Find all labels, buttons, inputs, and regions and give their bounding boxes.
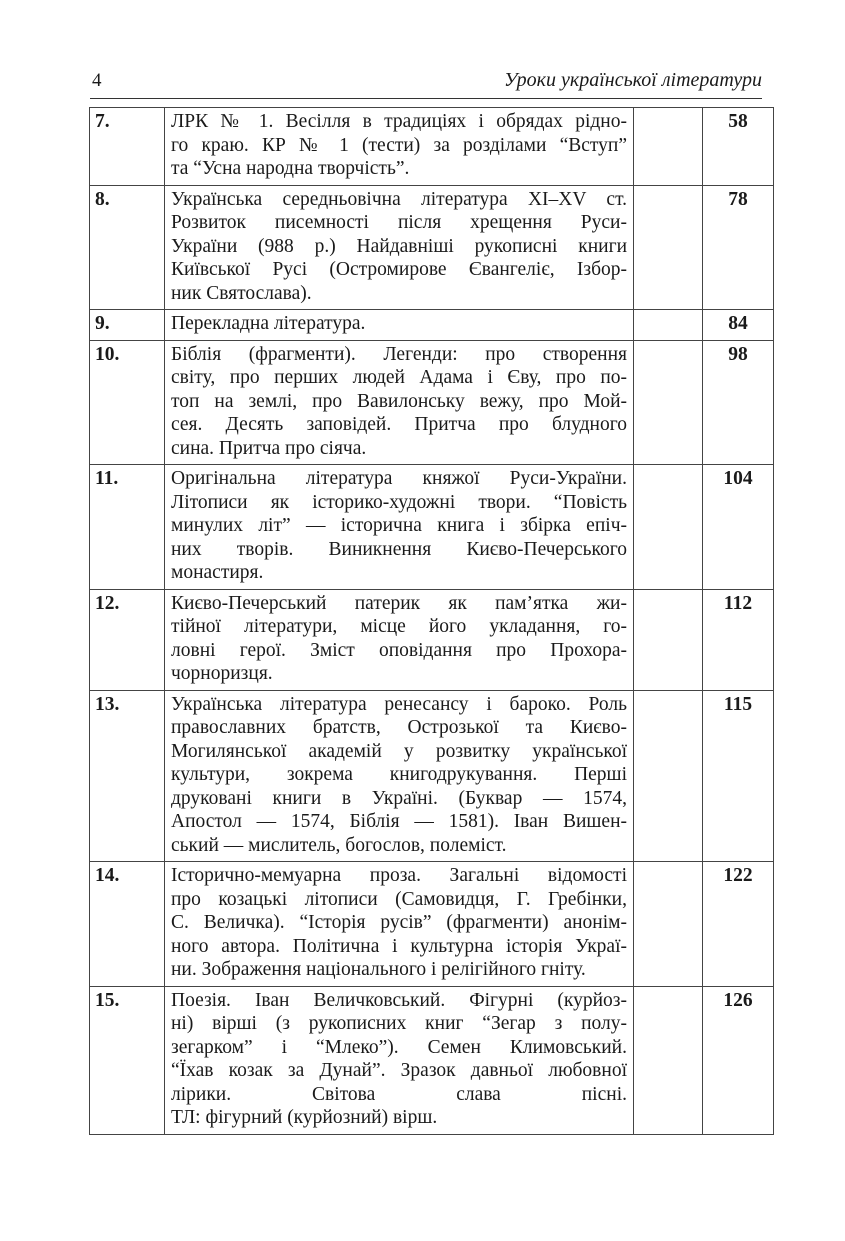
lesson-number: 12. [90,589,165,690]
topic-line: Українська література ренесансу і бароко. Роль [171,693,627,715]
topic-line: го краю. КР № 1 (тести) за розділами “Вступ” [171,134,627,156]
page-ref: 84 [703,310,774,341]
topic-line: ного автора. Політична і культурна історія Украї- [171,935,627,957]
contents-table [89,107,774,1135]
lesson-number: 7. [90,108,165,186]
topic-line: світу, про перших людей Адама і Єву, про по- [171,367,627,388]
lesson-row [90,465,774,590]
topic-line: Києво-Печерський патерик як пам’ятка жи- [171,592,627,614]
lesson-row [90,310,774,341]
page-ref: 98 [703,340,774,465]
topic-line: сея. Десять заповідей. Притча про блудного [171,414,627,435]
topic-line: ЛРК № 1. Весілля в традиціях і обрядах рідно- [171,111,627,132]
topic-line: топ на землі, про Вавилонську вежу, про Мой- [171,390,627,412]
topic-line: них творів. Виникнення Києво-Печерського [171,538,627,560]
lesson-topic [165,185,634,310]
topic-line: Київської Русі (Остромирове Євангеліє, Ізбор- [171,259,627,280]
empty-cell [634,108,703,186]
lesson-row [90,340,774,465]
contents-table-body [90,108,774,1135]
topic-line: монастиря. [171,562,264,583]
topic-line: Могилянської академій у розвитку української [171,740,627,762]
empty-cell [634,185,703,310]
lesson-topic [165,589,634,690]
lesson-row [90,589,774,690]
lesson-number: 14. [90,862,165,987]
lesson-row [90,986,774,1134]
topic-line: України (988 р.) Найдавніші рукописні книги [171,235,627,257]
topic-line: “Їхав козак за Дунай”. Зразок давньої любовної [171,1060,627,1081]
lesson-topic [165,340,634,465]
lesson-topic [165,465,634,590]
lesson-row [90,862,774,987]
topic-line: сина. Притча про сіяча. [171,437,367,459]
page-ref: 112 [703,589,774,690]
lesson-number: 8. [90,185,165,310]
page-ref: 58 [703,108,774,186]
page-header [90,68,762,99]
lesson-topic [165,862,634,987]
topic-line: Історично-мемуарна проза. Загальні відомості [171,865,627,886]
topic-line: чорноризця. [171,663,273,684]
lesson-number: 15. [90,986,165,1134]
topic-line: Оригінальна література княжої Руси-України. [171,468,627,489]
topic-line: Поезія. Іван Величковський. Фігурні (курйоз- [171,989,627,1011]
topic-line: ський — мислитель, богослов, полеміст. [171,834,507,856]
topic-line: ТЛ: фігурний (курйозний) вірш. [171,1107,438,1128]
page-ref: 115 [703,690,774,862]
lesson-number: 13. [90,690,165,862]
lesson-topic [165,986,634,1134]
lesson-row [90,185,774,310]
topic-line: та “Усна народна творчість”. [171,158,410,179]
page-number: 4 [92,70,102,91]
lesson-topic [165,108,634,186]
topic-line: Апостол — 1574, Біблія — 1581). Іван Вишен- [171,811,627,832]
topic-line: православних братств, Острозької та Києво- [171,717,627,738]
page-ref: 104 [703,465,774,590]
running-title: Уроки української літератури [503,69,762,91]
topic-line: ни. Зображення національного і релігійного гніту. [171,959,586,980]
empty-cell [634,310,703,341]
lesson-number: 11. [90,465,165,590]
topic-line: ні) вірші (з рукописних книг “Зегар з полу- [171,1013,627,1034]
empty-cell [634,340,703,465]
topic-line: Перекладна література. [171,313,366,334]
page-ref: 126 [703,986,774,1134]
empty-cell [634,589,703,690]
topic-line: культури, зокрема книгодрукування. Перші [171,764,627,785]
topic-line: лірики. Світова слава пісні. [171,1083,627,1105]
empty-cell [634,986,703,1134]
lesson-number: 10. [90,340,165,465]
topic-line: Українська середньовічна література ХІ–ХV ст. [171,188,627,210]
empty-cell [634,862,703,987]
topic-line: зегарком” і “Млеко”). Семен Климовський. [171,1036,627,1058]
page-ref: 122 [703,862,774,987]
empty-cell [634,690,703,862]
topic-line: ловні герої. Зміст оповідання про Прохора- [171,639,627,661]
topic-line: тійної літератури, місце його укладання, го- [171,616,627,637]
lesson-number: 9. [90,310,165,341]
empty-cell [634,465,703,590]
topic-line: Розвиток писемності після хрещення Руси- [171,212,627,233]
page-ref: 78 [703,185,774,310]
lesson-row [90,690,774,862]
lesson-topic [165,690,634,862]
lesson-topic [165,310,634,341]
topic-line: про козацькі літописи (Самовидця, Г. Гребінки, [171,888,627,910]
topic-line: ник Святослава). [171,282,312,304]
topic-line: Біблія (фрагменти). Легенди: про створення [171,343,627,365]
lesson-row [90,108,774,186]
topic-line: минулих літ” — історична книга і збірка епіч- [171,515,627,536]
topic-line: друковані книги в Україні. (Буквар — 1574, [171,787,627,809]
topic-line: Літописи як історико-художні твори. “Повість [171,491,627,513]
topic-line: С. Величка). “Історія русів” (фрагменти) анонім- [171,912,627,933]
